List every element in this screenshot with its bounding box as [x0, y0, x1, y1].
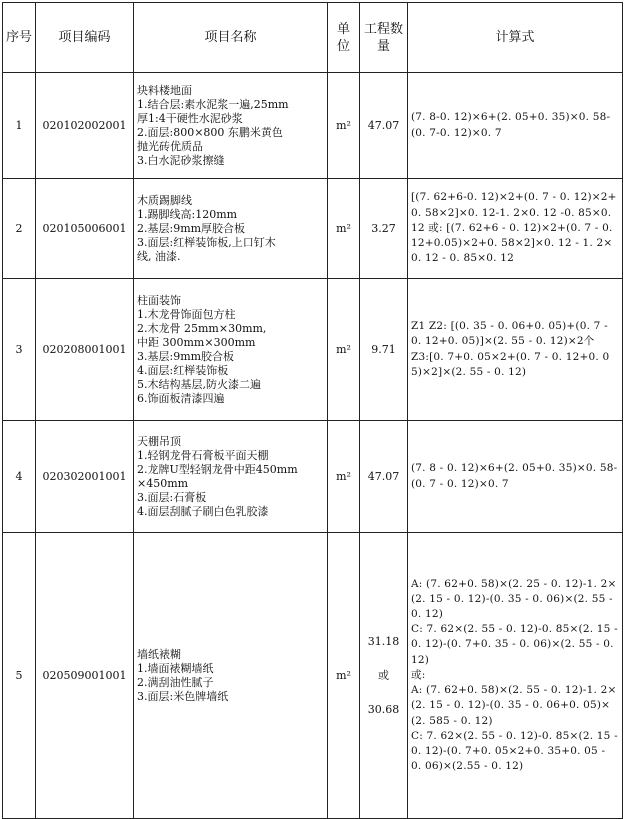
name-line: 4.面层刮腻子刷白色乳胶漆	[137, 504, 269, 518]
name-line: 线, 油漆.	[137, 249, 181, 263]
name-line: 1.踢脚线高:120mm	[137, 207, 238, 221]
row-formula: [(7. 62+6-0. 12)×2+(0. 7 - 0. 12)×2+0. 58×2]×0. 12-1. 2×0. 12 -0. 85×0. 12 或: [(7. 62+6 - 0. 12)×2+(0. 7 - 0. 12+0.05)×2+0. 58×2]×0. 12 - 1. 2×0. 12 - 0. 85×0. 12	[408, 179, 623, 279]
name-line: 3.面层:红榉装饰板,上口钉木	[137, 235, 276, 249]
header-index: 序号	[3, 3, 36, 73]
name-line: 抛光砖优质品	[137, 139, 203, 153]
name-line: 1.木龙骨饰面包方柱	[137, 307, 236, 321]
name-line: 块料楼地面	[137, 83, 192, 97]
name-line: 2.基层:9mm厚胶合板	[137, 221, 246, 235]
table-row	[3, 73, 623, 179]
header-unit: 单位	[328, 3, 360, 73]
row-index: 4	[3, 421, 36, 533]
row-index: 2	[3, 179, 36, 279]
row-name	[134, 279, 328, 421]
name-line: 1.结合层:素水泥浆一遍,25mm	[137, 97, 289, 111]
name-line: 木质踢脚线	[137, 193, 192, 207]
name-line: 墙纸裱糊	[137, 647, 181, 661]
name-line: 3.面层:米色牌墙纸	[137, 689, 229, 703]
name-line: 2.木龙骨 25mm×30mm,	[137, 321, 267, 335]
row-code: 020102002001	[36, 73, 134, 179]
row-quantity: 47.07	[360, 421, 408, 533]
row-name	[134, 421, 328, 533]
row-code: 020208001001	[36, 279, 134, 421]
formula-line: Z3:[0. 7+0. 05×2+(0. 7 - 0. 12+0. 05)×2]×(2. 55 - 0. 12)	[411, 350, 610, 378]
name-line: 5.木结构基层,防火漆二遍	[137, 377, 261, 391]
row-quantity	[360, 533, 408, 819]
name-line: 2.面层:800×800 东鹏米黄色	[137, 125, 283, 139]
name-line: 厚1:4干硬性水泥砂浆	[137, 111, 243, 125]
name-line: ×450mm	[137, 476, 189, 490]
table-row	[3, 279, 623, 421]
quantity-option: 30.68	[367, 702, 400, 716]
row-unit: m²	[328, 179, 360, 279]
formula-line: A: (7. 62+0. 58)×(2. 25 - 0. 12)-1. 2×(2. 15 - 0. 12)-(0. 35 - 0. 06)×(2. 55 - 0. 12)	[411, 577, 617, 621]
row-unit: m²	[328, 279, 360, 421]
name-line: 3.白水泥砂浆擦缝	[137, 153, 225, 167]
formula-line: Z1 Z2: [(0. 35 - 0. 06+0. 05)+(0. 7 - 0. 12+0. 05)]×(2. 55 - 0. 12)×2个	[411, 320, 608, 348]
name-line: 1.轻钢龙骨石膏板平面天棚	[137, 448, 269, 462]
row-formula: (7. 8 - 0. 12)×6+(2. 05+0. 35)×0. 58-(0. 7 - 0. 12)×0. 7	[408, 421, 623, 533]
row-code: 020509001001	[36, 533, 134, 819]
header-quantity: 工程数量	[360, 3, 408, 73]
formula-line: 或:	[411, 668, 426, 681]
row-index: 1	[3, 73, 36, 179]
quantity-or: 或	[378, 668, 389, 682]
row-formula	[408, 279, 623, 421]
row-code: 020105006001	[36, 179, 134, 279]
table-row	[3, 421, 623, 533]
row-formula	[408, 533, 623, 819]
row-name	[134, 179, 328, 279]
row-quantity: 9.71	[360, 279, 408, 421]
name-line: 6.饰面板清漆四遍	[137, 391, 225, 405]
header-code: 项目编码	[36, 3, 134, 73]
formula-line: A: (7. 62+0. 58)×(2. 55 - 0. 12)-1. 2×(2. 15 - 0. 12)-(0. 35 - 0. 06+0. 05)×(2. 585 - 0. 12)	[411, 684, 617, 727]
row-quantity: 47.07	[360, 73, 408, 179]
name-line: 1.墙面裱糊墙纸	[137, 661, 214, 675]
row-unit: m²	[328, 73, 360, 179]
row-quantity: 3.27	[360, 179, 408, 279]
row-name	[134, 533, 328, 819]
header-row	[3, 3, 623, 73]
table-row	[3, 533, 623, 819]
name-line: 3.面层:石膏板	[137, 490, 207, 504]
row-index: 5	[3, 533, 36, 819]
table-row	[3, 179, 623, 279]
header-name: 项目名称	[134, 3, 328, 73]
name-line: 3.基层:9mm胶合板	[137, 349, 235, 363]
name-line: 4.面层:红榉装饰板	[137, 363, 229, 377]
row-unit: m²	[328, 533, 360, 819]
row-unit: m²	[328, 421, 360, 533]
name-line: 2.龙牌U型轻钢龙骨中距450mm	[137, 462, 298, 476]
name-line: 天棚吊顶	[137, 434, 181, 448]
header-formula: 计算式	[408, 3, 623, 73]
row-name	[134, 73, 328, 179]
name-line: 2.满刮油性腻子	[137, 675, 214, 689]
name-line: 中距 300mm×300mm	[137, 335, 256, 349]
row-formula: (7. 8-0. 12)×6+(2. 05+0. 35)×0. 58-(0. 7-0. 12)×0. 7	[408, 73, 623, 179]
row-code: 020302001001	[36, 421, 134, 533]
row-index: 3	[3, 279, 36, 421]
quantity-table	[2, 2, 623, 819]
formula-line: C: 7. 62×(2. 55 - 0. 12)-0. 85×(2. 15 - 0. 12)-(0. 7+0. 35 - 0. 06)×(2. 55 - 0. 12)	[411, 623, 618, 666]
quantity-option: 31.18	[367, 634, 400, 648]
formula-line: C: 7. 62×(2. 55 - 0. 12)-0. 85×(2. 15 - 0. 12)-(0. 7+0. 05×2+0. 35+0. 05 - 0. 06)×(2.55 - 0. 12)	[411, 729, 618, 773]
name-line: 柱面装饰	[137, 293, 181, 307]
